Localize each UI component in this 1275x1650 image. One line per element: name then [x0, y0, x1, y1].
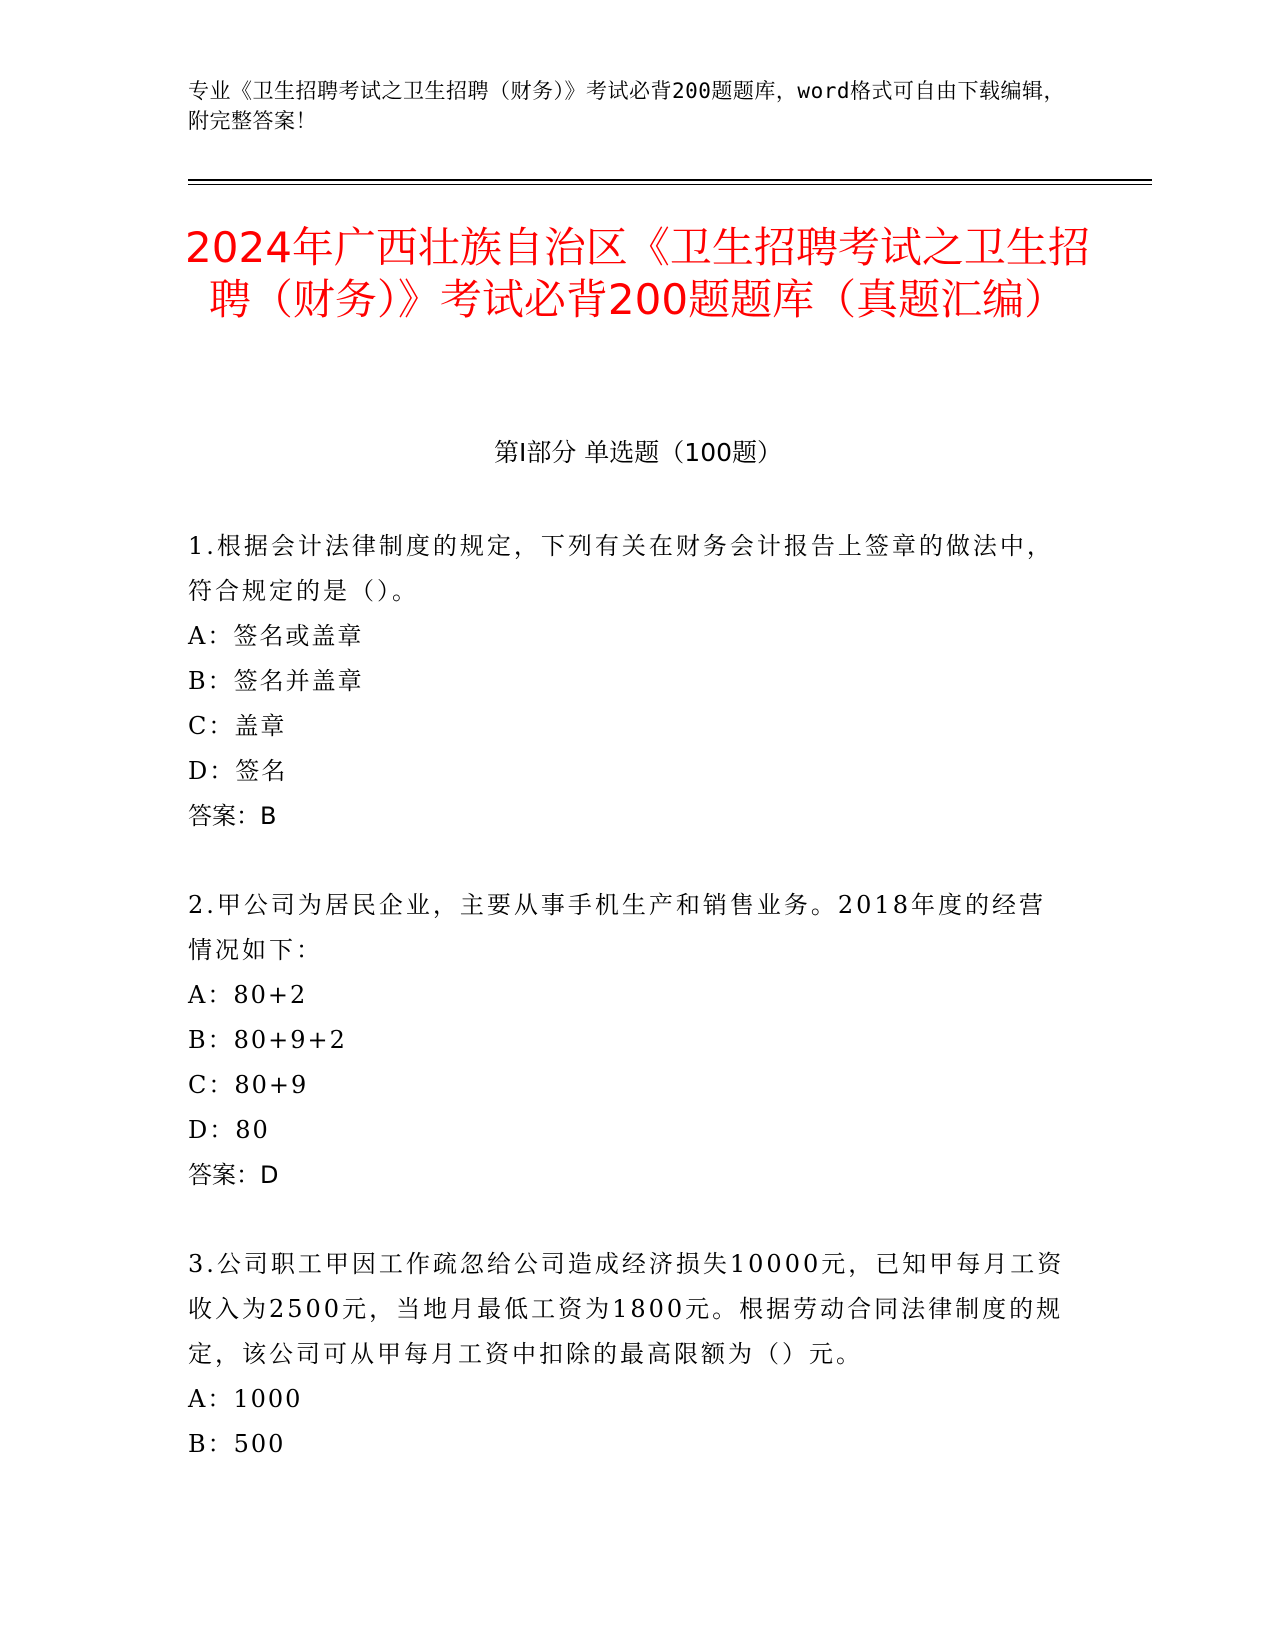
question-stem: 2.甲公司为居民企业，主要从事手机生产和销售业务。2018年度的经营情况如下： — [188, 891, 1046, 964]
header-divider — [188, 179, 1152, 181]
option-a: A：80+2 — [188, 981, 308, 1009]
header-note: 专业《卫生招聘考试之卫生招聘（财务）》考试必背200题题库，word格式可自由下载编辑，附完整答案！ — [188, 79, 1065, 133]
option-a: A：签名或盖章 — [188, 622, 364, 650]
answer-label: 答案：D — [188, 1161, 279, 1189]
question-stem: 3.公司职工甲因工作疏忽给公司造成经济损失10000元，已知甲每月工资收入为2500元，当地月最低工资为1800元。根据劳动合同法律制度的规定，该公司可从甲每月工资中扣除的最高限额为（）元。 — [188, 1250, 1065, 1368]
answer-label: 答案：B — [188, 802, 277, 830]
option-c: C：80+9 — [188, 1071, 309, 1099]
header-divider-thin — [188, 184, 1152, 185]
question-2 — [188, 883, 1068, 1198]
option-d: D：签名 — [188, 757, 288, 785]
option-c: C：盖章 — [188, 712, 287, 740]
option-d: D：80 — [188, 1116, 270, 1144]
question-list — [188, 524, 1068, 1511]
section-title: 第I部分 单选题（100题） — [493, 438, 783, 467]
option-b: B：500 — [188, 1430, 286, 1458]
option-a: A：1000 — [188, 1385, 303, 1413]
option-b: B：80+9+2 — [188, 1026, 347, 1054]
option-b: B：签名并盖章 — [188, 667, 364, 695]
question-3 — [188, 1242, 1068, 1467]
document-title: 2024年广西壮族自治区《卫生招聘考试之卫生招聘（财务）》考试必背200题题库（真题汇编） — [185, 223, 1090, 324]
question-1 — [188, 524, 1068, 839]
question-stem: 1.根据会计法律制度的规定，下列有关在财务会计报告上签章的做法中，符合规定的是（）。 — [188, 532, 1054, 605]
